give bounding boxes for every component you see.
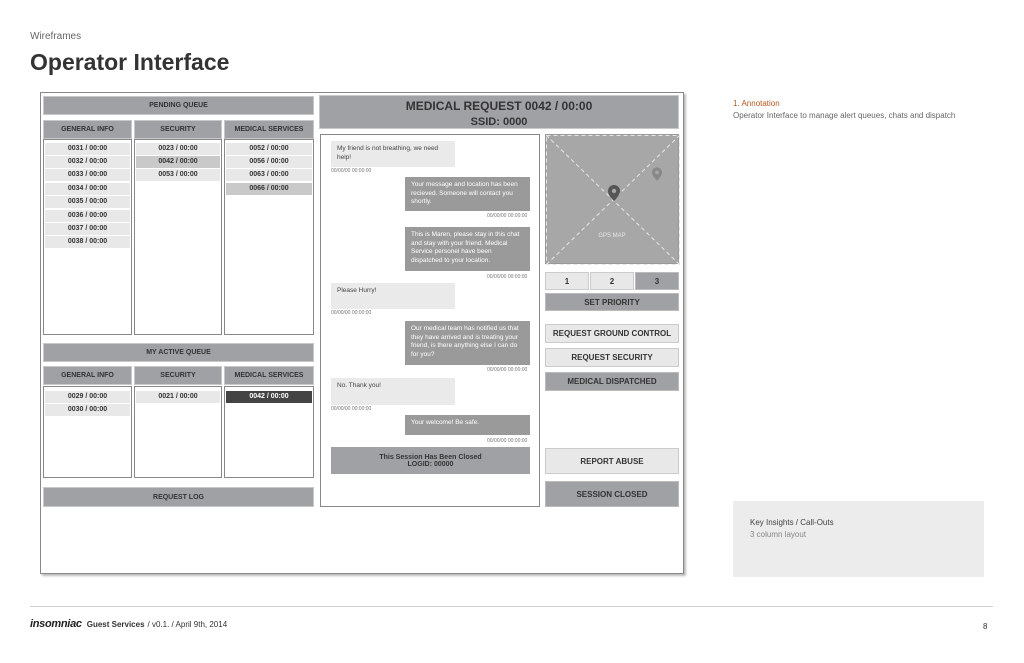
chat-message-outgoing: Your welcome! Be safe. (405, 415, 530, 435)
session-closed-button[interactable]: SESSION CLOSED (545, 481, 679, 507)
annotation-title: 1. Annotation (733, 99, 780, 108)
queue-item[interactable]: 0042 / 00:00 (136, 156, 220, 168)
queue-item[interactable]: 0029 / 00:00 (45, 391, 130, 403)
map-pin-icon[interactable] (652, 167, 662, 181)
queue-item[interactable]: 0056 / 00:00 (226, 156, 312, 168)
page-number: 8 (983, 622, 988, 631)
queue-item[interactable]: 0023 / 00:00 (136, 143, 220, 155)
chat-message-outgoing: Your message and location has been recieved. Someone will contact you shortly. (405, 177, 530, 211)
key-insights-box (733, 501, 984, 577)
queue-item[interactable]: 0063 / 00:00 (226, 169, 312, 181)
annotation-text: Operator Interface to manage alert queues, chats and dispatch (733, 111, 956, 120)
insights-subtitle: 3 column layout (750, 530, 807, 539)
chat-header (319, 95, 679, 129)
session-closed-text: This Session Has Been Closed (379, 453, 482, 461)
request-security-button[interactable]: REQUEST SECURITY (545, 348, 679, 367)
queue-item[interactable]: 0037 / 00:00 (45, 223, 130, 235)
map-pin-icon[interactable] (608, 185, 620, 201)
session-log-id: LOGID: 00000 (407, 460, 454, 468)
pending-medical-list (224, 139, 314, 335)
priority-3-button[interactable]: 3 (635, 272, 679, 290)
chat-message-outgoing: This is Maren, please stay in this chat and stay with your friend. Medical Service personel have been dispatched to your location. (405, 227, 530, 271)
message-timestamp: 00/00/00 00:00:00 (331, 406, 372, 412)
pending-queue-header: PENDING QUEUE (43, 96, 314, 115)
chat-title: MEDICAL REQUEST 0042 / 00:00 (405, 99, 593, 113)
chat-message-incoming: Please Hurry! (331, 283, 455, 309)
queue-item[interactable]: 0033 / 00:00 (45, 169, 130, 181)
queue-item[interactable]: 0031 / 00:00 (45, 143, 130, 155)
queue-item[interactable]: 0032 / 00:00 (45, 156, 130, 168)
active-general-info-list (43, 386, 132, 478)
footer (30, 618, 227, 630)
chat-message-incoming: My friend is not breathing, we need help! (331, 141, 455, 167)
message-timestamp: 00/00/00 00:00:00 (487, 213, 528, 219)
pending-general-info-header: GENERAL INFO (43, 120, 132, 139)
request-log-button[interactable]: REQUEST LOG (43, 487, 314, 507)
active-medical-header: MEDICAL SERVICES (224, 366, 314, 385)
queue-item[interactable]: 0034 / 00:00 (45, 183, 130, 195)
pending-medical-header: MEDICAL SERVICES (224, 120, 314, 139)
pending-security-header: SECURITY (134, 120, 222, 139)
queue-item[interactable]: 0036 / 00:00 (45, 210, 130, 222)
page-title: Operator Interface (30, 49, 230, 75)
map-label: GPS MAP (598, 233, 626, 239)
footer-divider (30, 606, 993, 607)
active-queue-header: MY ACTIVE QUEUE (43, 343, 314, 362)
message-timestamp: 00/00/00 00:00:00 (487, 274, 528, 280)
priority-2-button[interactable]: 2 (590, 272, 634, 290)
footer-product: Guest Services (86, 619, 145, 629)
section-label: Wireframes (30, 31, 82, 42)
queue-item[interactable]: 0066 / 00:00 (226, 183, 312, 195)
queue-item[interactable]: 0035 / 00:00 (45, 196, 130, 208)
message-timestamp: 00/00/00 00:00:00 (487, 367, 528, 373)
pending-security-list (134, 139, 222, 335)
message-timestamp: 00/00/00 00:00:00 (331, 310, 372, 316)
active-security-header: SECURITY (134, 366, 222, 385)
chat-message-incoming: No. Thank you! (331, 378, 455, 405)
queue-item[interactable]: 0052 / 00:00 (226, 143, 312, 155)
chat-ssid: SSID: 0000 (470, 116, 528, 128)
message-timestamp: 00/00/00 00:00:00 (487, 438, 528, 444)
queue-item-selected[interactable]: 0042 / 00:00 (226, 391, 312, 403)
gps-map[interactable] (545, 134, 679, 264)
insomniac-logo: insomniac (30, 618, 82, 630)
insights-title: Key Insights / Call-Outs (750, 518, 834, 527)
queue-item[interactable]: 0021 / 00:00 (136, 391, 220, 403)
active-medical-list (224, 386, 314, 478)
session-closed-banner (331, 447, 530, 474)
chat-message-outgoing: Our medical team has notified us that they have arrived and is treating your friend, is there anything else I can do for you? (405, 321, 530, 365)
queue-item[interactable]: 0038 / 00:00 (45, 236, 130, 248)
active-security-list (134, 386, 222, 478)
message-timestamp: 00/00/00 00:00:00 (331, 168, 372, 174)
medical-dispatched-button[interactable]: MEDICAL DISPATCHED (545, 372, 679, 391)
active-general-info-header: GENERAL INFO (43, 366, 132, 385)
queue-item[interactable]: 0053 / 00:00 (136, 169, 220, 181)
set-priority-button[interactable]: SET PRIORITY (545, 293, 679, 311)
footer-version: / v0.1. / April 9th, 2014 (147, 619, 228, 629)
queue-item[interactable]: 0030 / 00:00 (45, 404, 130, 416)
priority-1-button[interactable]: 1 (545, 272, 589, 290)
report-abuse-button[interactable]: REPORT ABUSE (545, 448, 679, 474)
request-ground-control-button[interactable]: REQUEST GROUND CONTROL (545, 324, 679, 343)
pending-general-info-list (43, 139, 132, 335)
